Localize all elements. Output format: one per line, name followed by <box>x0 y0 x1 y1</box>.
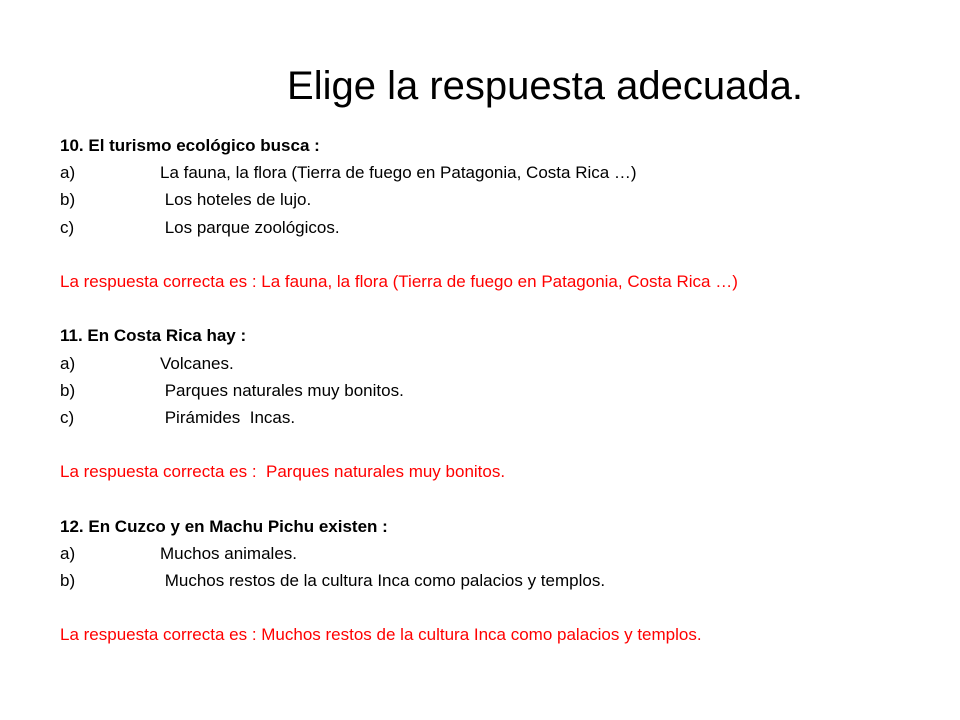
question-12-answer: La respuesta correcta es : Muchos restos de la cultura Inca como palacios y templos. <box>60 625 702 645</box>
question-11: 11. En Costa Rica hay : <box>60 326 247 346</box>
option-letter: c) <box>60 407 75 427</box>
question-12-option-a <box>60 540 940 567</box>
option-text: Pirámides Incas. <box>160 407 296 427</box>
spacer <box>60 295 940 322</box>
option-letter: a) <box>60 353 76 373</box>
option-text: Volcanes. <box>160 353 234 373</box>
option-text: Los hoteles de lujo. <box>160 190 312 210</box>
slide-title: Elige la respuesta adecuada. <box>287 64 803 108</box>
question-10-answer: La respuesta correcta es : La fauna, la flora (Tierra de fuego en Patagonia, Costa Rica …) <box>60 271 738 291</box>
question-11-option-c <box>60 404 940 431</box>
quiz-content <box>60 132 940 649</box>
spacer <box>60 485 940 512</box>
spacer <box>60 241 940 268</box>
question-12-option-b <box>60 567 940 594</box>
option-letter: b) <box>60 571 76 590</box>
question-10: 10. El turismo ecológico busca : <box>60 136 320 155</box>
option-letter: b) <box>60 190 76 210</box>
spacer <box>60 431 940 458</box>
option-text: La fauna, la flora (Tierra de fuego en Patagonia, Costa Rica …) <box>160 163 637 183</box>
option-letter: a) <box>60 163 76 183</box>
question-12: 12. En Cuzco y en Machu Pichu existen : <box>60 516 388 536</box>
question-11-option-a <box>60 350 940 377</box>
option-text: Los parque zoológicos. <box>160 217 340 237</box>
option-letter: c) <box>60 217 75 237</box>
option-text: Parques naturales muy bonitos. <box>160 380 404 400</box>
question-11-answer: La respuesta correcta es : Parques naturales muy bonitos. <box>60 462 506 482</box>
question-10-option-b <box>60 186 940 213</box>
option-text: Muchos restos de la cultura Inca como palacios y templos. <box>160 571 606 590</box>
option-letter: a) <box>60 543 76 563</box>
option-text: Muchos animales. <box>160 543 298 563</box>
question-10-option-a <box>60 159 940 186</box>
option-letter: b) <box>60 380 76 400</box>
question-11-option-b <box>60 377 940 404</box>
question-10-option-c <box>60 214 940 241</box>
spacer <box>60 594 940 621</box>
